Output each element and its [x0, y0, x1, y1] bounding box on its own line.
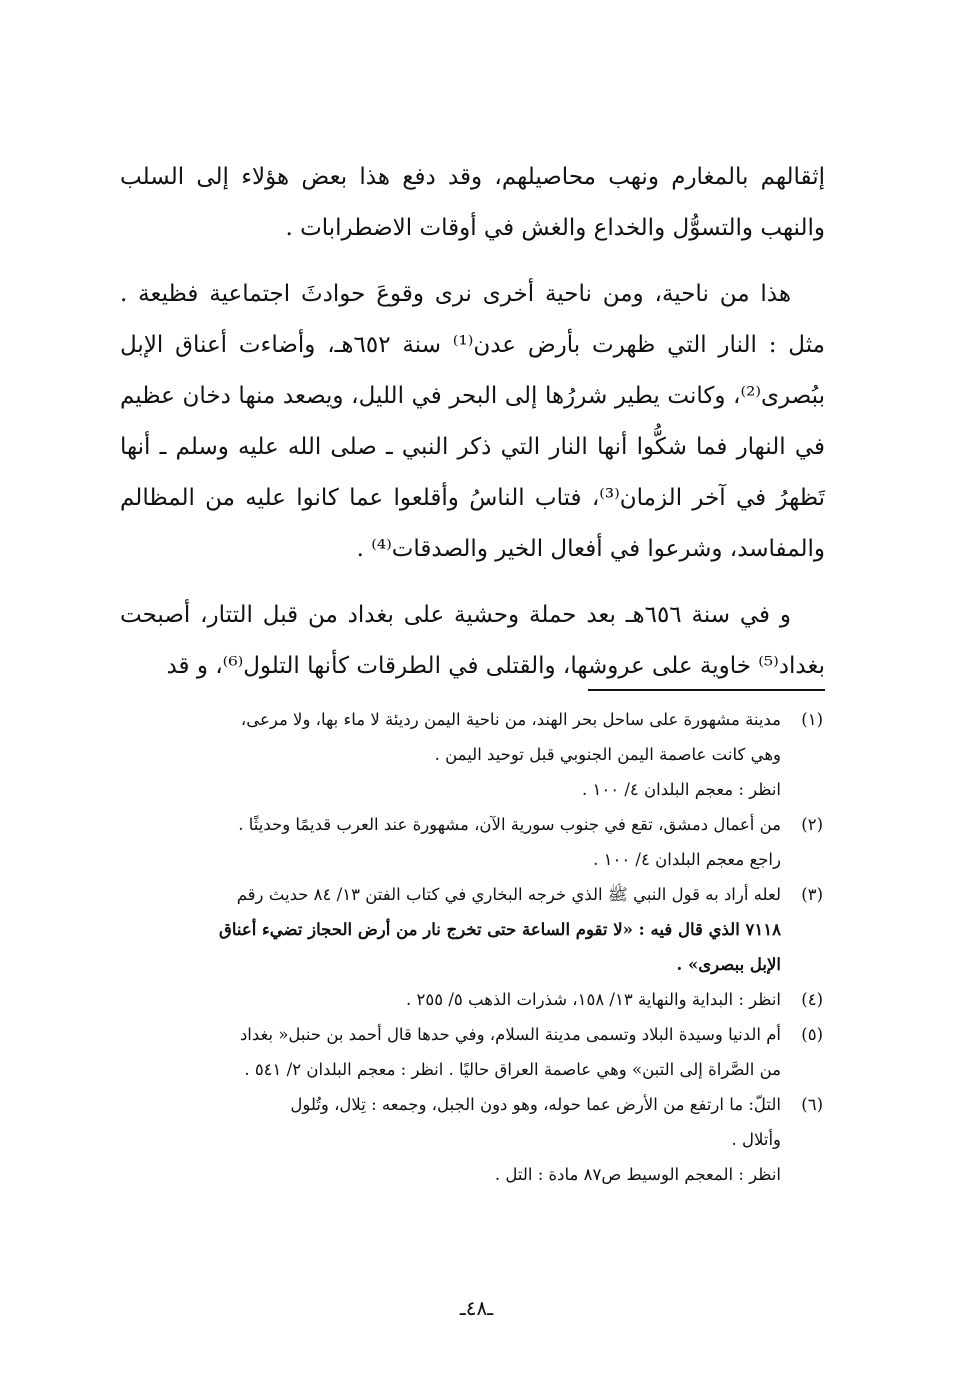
footnote-line: ٧١١٨ الذي قال فيه : «لا تقوم الساعة حتى تخرج نار من أرض الحجاز تضيء أعناق: [219, 920, 781, 939]
footnote-number: (٢): [801, 815, 823, 834]
paragraph-1: إثقالهم بالمغارم ونهب محاصيلهم، وقد دفع هذا بعض هؤلاء إلى السلب والنهب والتسوُّل والخداع والغش في أوقات الاضطرابات .: [120, 164, 825, 241]
footnotes: [118, 702, 823, 1192]
footnote-text: [118, 807, 781, 877]
footnote-line: انظر : المعجم الوسيط ص٨٧ مادة : التل .: [494, 1165, 781, 1184]
footnote-line: راجع معجم البلدان ٤/ ١٠٠ .: [593, 850, 781, 869]
footnote-line: انظر : معجم البلدان ٤/ ١٠٠ .: [582, 780, 781, 799]
main-text: [120, 152, 825, 692]
footnote-line: وهي كانت عاصمة اليمن الجنوبي قبل توحيد اليمن .: [434, 745, 781, 764]
footnote-line: وأتلال .: [731, 1130, 781, 1149]
footnote-line: انظر : البداية والنهاية ١٣/ ١٥٨، شذرات الذهب ٥/ ٢٥٥ .: [406, 990, 781, 1009]
footnote-number: (٦): [801, 1095, 823, 1114]
footnote-2: [118, 807, 823, 877]
footnote-text: [118, 982, 781, 1017]
footnote-number: (١): [801, 710, 823, 729]
footnote-text: [118, 1087, 781, 1192]
footnote-1: [118, 702, 823, 807]
footnote-line: لعله أراد به قول النبي ﷺ الذي خرجه البخاري في كتاب الفتن ١٣/ ٨٤ حديث رقم: [236, 885, 781, 904]
footnote-separator: [588, 689, 825, 691]
footnote-line: التلّ: ما ارتفع من الأرض عما حوله، وهو دون الجبل، وجمعه : تِلال، وتُلول: [290, 1095, 781, 1114]
footnote-text: [118, 1017, 781, 1087]
paragraph-3: و في سنة ٦٥٦هـ بعد حملة وحشية على بغداد من قبل التتار، أصبحت بغداد⁽⁵⁾ خاوية على عروشها، والقتلى في الطرقات كأنها التلول⁽⁶⁾، و قد: [120, 602, 825, 679]
paragraph-2: هذا من ناحية، ومن ناحية أخرى نرى وقوعَ حوادثَ اجتماعية فظيعة . مثل : النار التي ظهرت بأرض عدن⁽¹⁾ سنة ٦٥٢هـ، وأضاءت أعناق الإبل ببُصرى⁽²⁾، وكانت يطير شررُها إلى البحر في الليل، ويصعد منها دخان عظيم في النهار فما شكُّوا أنها النار التي ذكر النبي ـ صلى الله عليه وسلم ـ أنها تَظهرُ في آخر الزمان⁽³⁾، فتاب الناسُ وأقلعوا عما كانوا عليه من المظالم والمفاسد، وشرعوا في أفعال الخير والصدقات⁽⁴⁾ .: [120, 281, 825, 562]
footnote-3: [118, 877, 823, 982]
page-number: ـ٤٨ـ: [459, 1296, 494, 1320]
footnote-line: أم الدنيا وسيدة البلاد وتسمى مدينة السلام، وفي حدها قال أحمد بن حنبل« بغداد: [239, 1025, 781, 1044]
footnote-6: [118, 1087, 823, 1192]
footnote-5: [118, 1017, 823, 1087]
footnote-number: (٣): [801, 885, 823, 904]
footnote-line: مدينة مشهورة على ساحل بحر الهند، من ناحية اليمن رديئة لا ماء بها، ولا مرعى،: [240, 710, 781, 729]
footnote-number: (٥): [801, 1025, 823, 1044]
footnote-4: [118, 982, 823, 1017]
footnote-text: [118, 702, 781, 807]
footnote-text: [118, 877, 781, 982]
footnote-line: الإبل ببصرى» .: [676, 955, 781, 974]
footnote-line: من الصَّراة إلى التبن» وهي عاصمة العراق حاليًا . انظر : معجم البلدان ٢/ ٥٤١ .: [244, 1060, 781, 1079]
footnote-line: من أعمال دمشق، تقع في جنوب سورية الآن، مشهورة عند العرب قديمًا وحديثًا .: [238, 815, 781, 834]
footnote-number: (٤): [801, 990, 823, 1009]
